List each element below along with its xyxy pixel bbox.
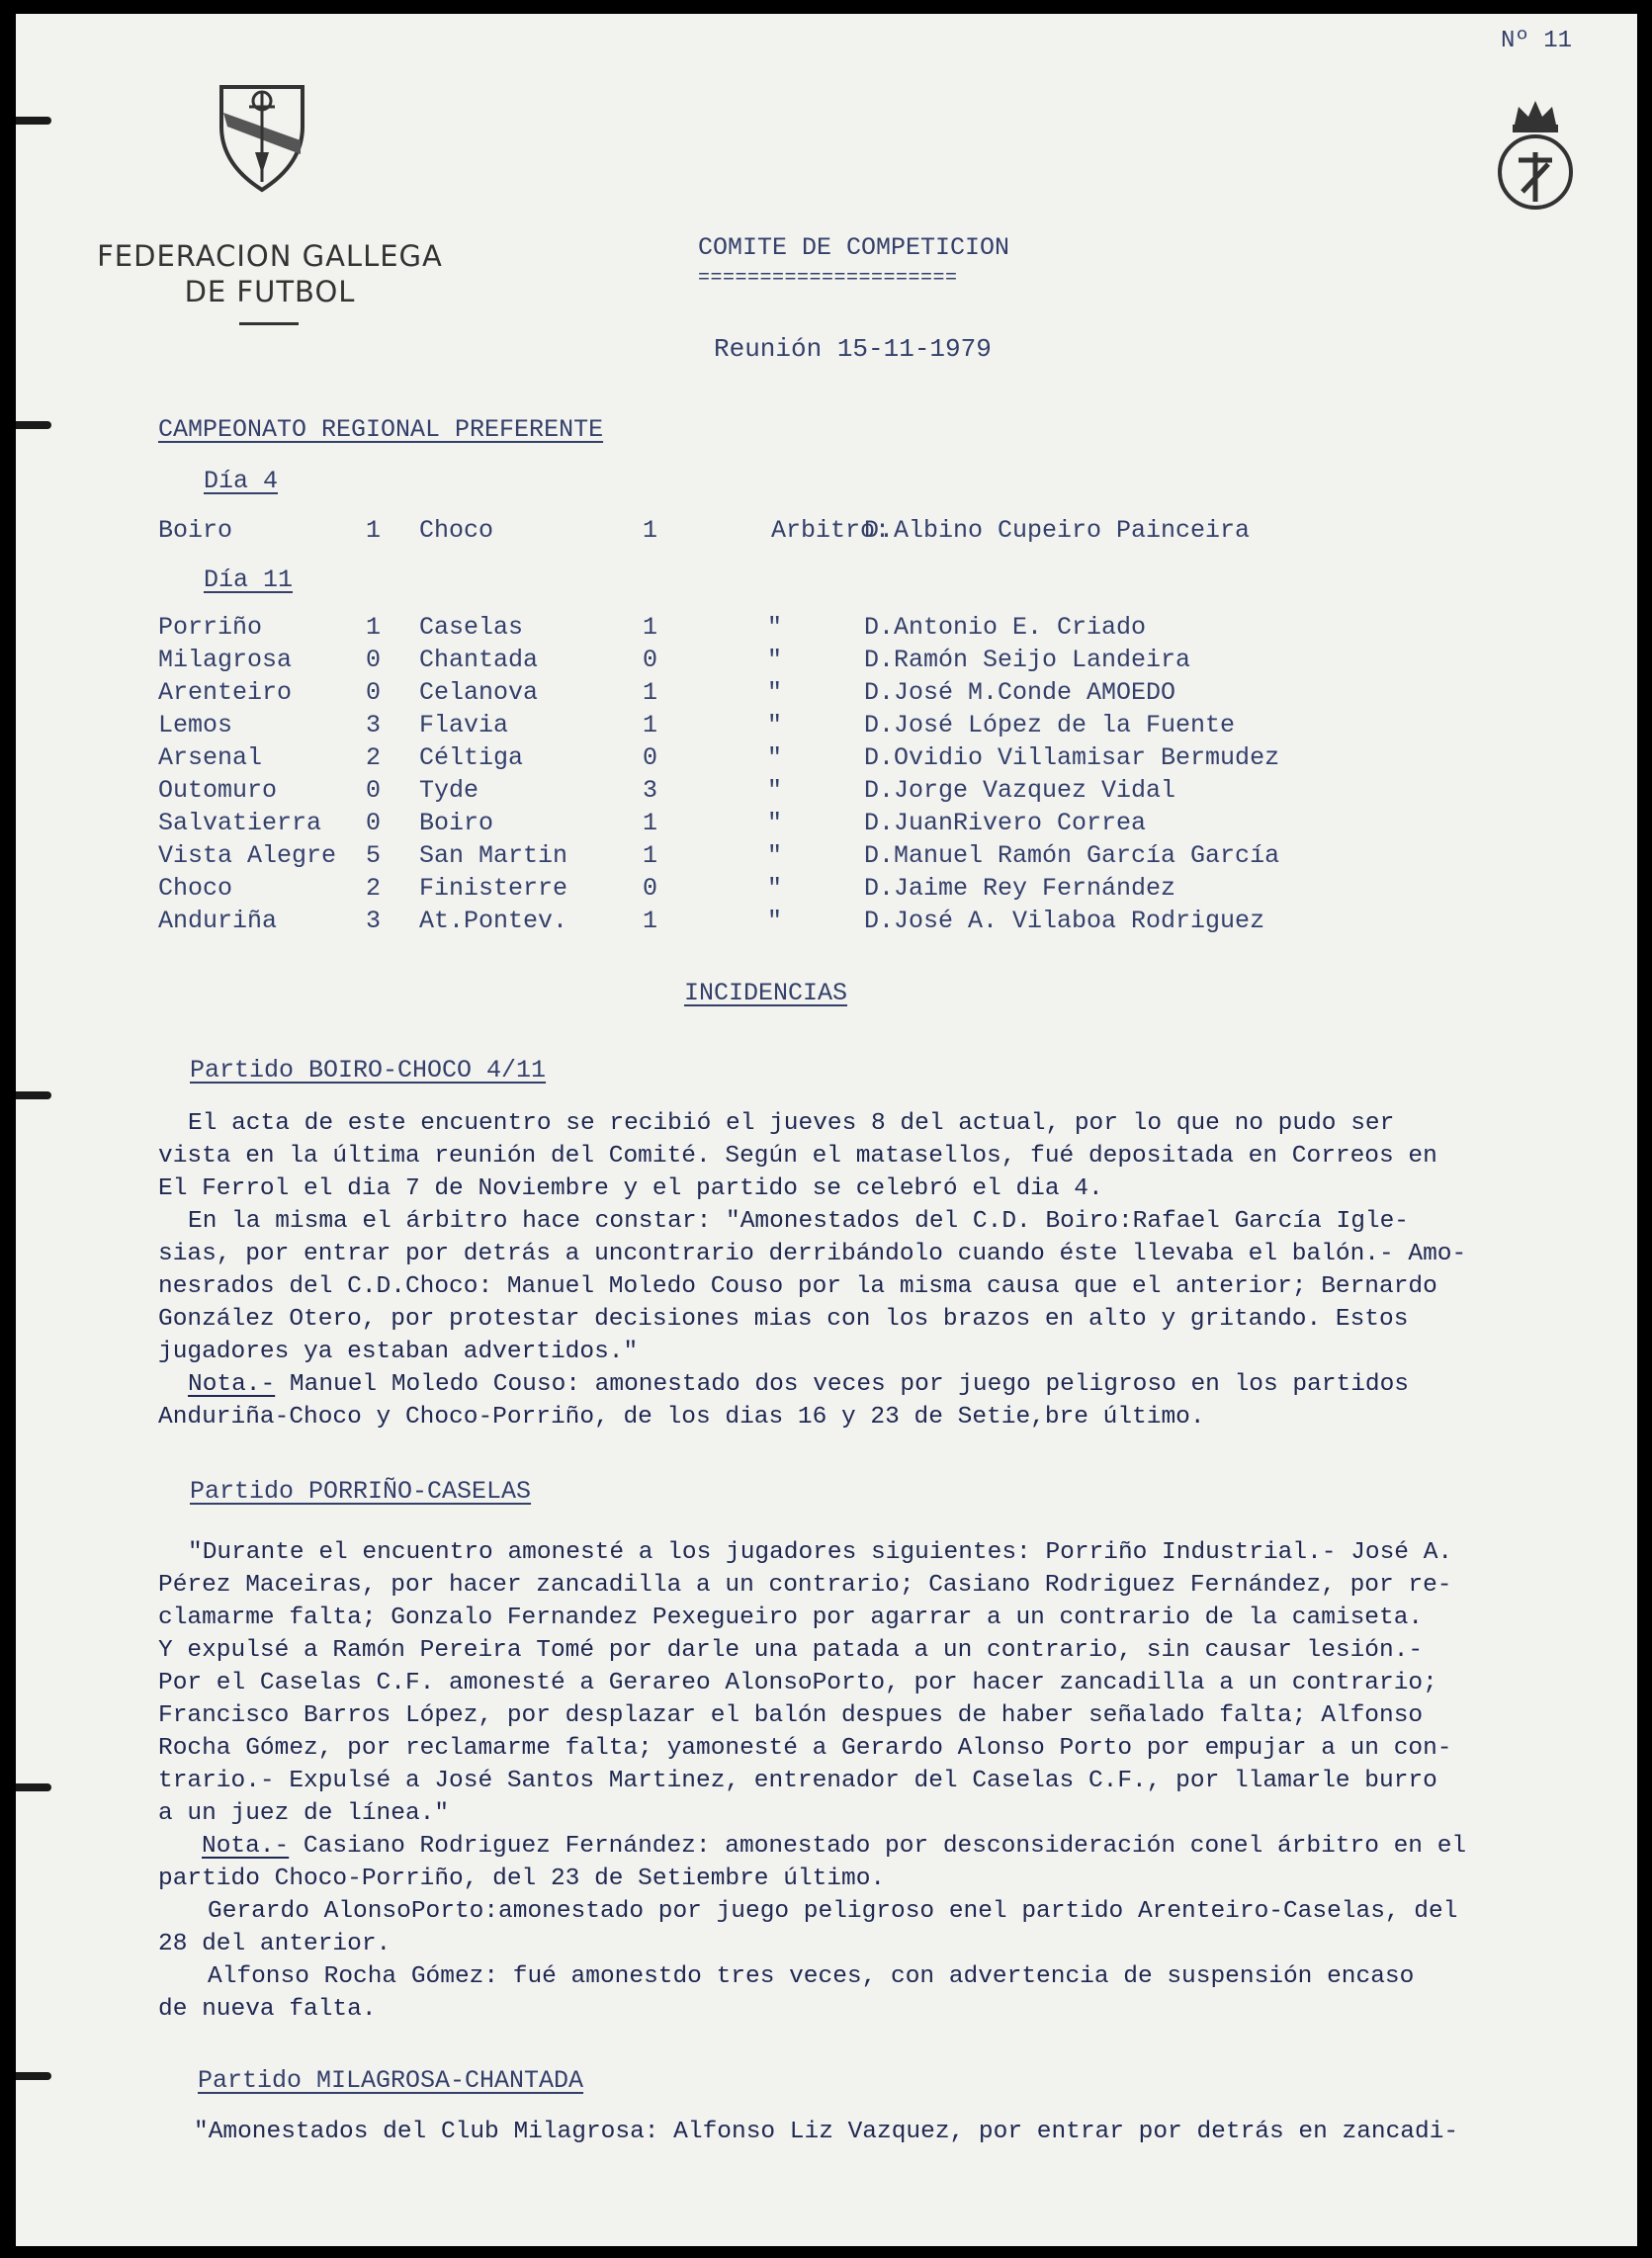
away-goals: 1 [643, 809, 658, 837]
championship-title: CAMPEONATO REGIONAL PREFERENTE [158, 415, 604, 444]
referee-name: D.Ovidio Villamisar Bermudez [864, 743, 1280, 772]
away-team: San Martin [419, 841, 568, 870]
away-team: Caselas [419, 613, 524, 642]
away-goals: 0 [643, 874, 658, 903]
text-line: Rocha Gómez, por reclamarme falta; yamonesté a Gerardo Alonso Porto por empujar a un con- [158, 1735, 1452, 1762]
text-line: Pérez Maceiras, por hacer zancadilla a un contrario; Casiano Rodriguez Fernández, por re- [158, 1572, 1452, 1599]
referee-name: D.José M.Conde AMOEDO [864, 678, 1176, 707]
referee-name: D.Antonio E. Criado [864, 613, 1147, 642]
home-team: Anduriña [158, 907, 278, 935]
incidencias-title: INCIDENCIAS [684, 979, 848, 1007]
text-line: Gerardo AlonsoPorto:amonestado por juego peligroso enel partido Arenteiro-Caselas, del [208, 1898, 1458, 1925]
home-goals: 3 [366, 907, 382, 935]
referee-name: D.José A. Vilaboa Rodriguez [864, 907, 1265, 935]
home-team: Boiro [158, 516, 233, 545]
note-text: Casiano Rodriguez Fernández: amonestado por desconsideración conel árbitro en el [289, 1833, 1467, 1860]
away-team: Chantada [419, 646, 539, 674]
paragraph-milagrosa-chantada [194, 2116, 1652, 2148]
home-team: Arsenal [158, 743, 263, 772]
home-goals: 0 [366, 776, 382, 805]
ditto-mark: " [767, 613, 783, 642]
text-line: En la misma el árbitro hace constar: "Amonestados del C.D. Boiro:Rafael García Igle- [188, 1208, 1410, 1235]
text-line: Francisco Barros López, por desplazar el balón despues de haber señalado falta; Alfonso [158, 1702, 1424, 1729]
document-page [16, 14, 1637, 2246]
away-team: Boiro [419, 809, 494, 837]
home-team: Milagrosa [158, 646, 293, 674]
note-line [188, 1368, 1651, 1401]
away-team: Finisterre [419, 874, 568, 903]
text-line: González Otero, por protestar decisiones mias con los brazos en alto y gritando. Estos [158, 1306, 1409, 1333]
day4-label: Día 4 [204, 467, 279, 495]
note-label: Nota.- [188, 1371, 276, 1398]
ditto-mark: " [767, 743, 783, 772]
away-goals: 0 [643, 646, 658, 674]
home-team: Porriño [158, 613, 263, 642]
note-line [202, 1830, 1651, 1863]
away-goals: 1 [643, 678, 658, 707]
federation-name-line2: DE FUTBOL [184, 275, 356, 308]
away-goals: 0 [643, 743, 658, 772]
away-team: Flavia [419, 711, 509, 739]
text-line: partido Choco-Porriño, del 23 de Setiembre último. [158, 1866, 886, 1892]
home-goals: 2 [366, 743, 382, 772]
home-goals: 0 [366, 809, 382, 837]
ditto-mark: " [767, 646, 783, 674]
text-line: trario.- Expulsé a José Santos Martinez, entrenador del Caselas C.F., por llamarle burro [158, 1768, 1437, 1794]
paragraph-boiro-choco [158, 1107, 1651, 1433]
crown-crest-icon [1493, 95, 1578, 214]
home-team: Outomuro [158, 776, 278, 805]
referee-label: Arbitro: [771, 516, 891, 545]
away-team: At.Pontev. [419, 907, 568, 935]
referee-name: D.José López de la Fuente [864, 711, 1236, 739]
result-row [158, 516, 1443, 548]
away-team: Celanova [419, 678, 539, 707]
ditto-mark: " [767, 809, 783, 837]
result-row [158, 907, 1443, 938]
ditto-mark: " [767, 874, 783, 903]
punch-hole [16, 1091, 51, 1099]
result-row [158, 841, 1443, 873]
ditto-mark: " [767, 678, 783, 707]
punch-hole [16, 421, 51, 429]
away-goals: 1 [643, 907, 658, 935]
text-line: Anduriña-Choco y Choco-Porriño, de los dias 16 y 23 de Setie,bre último. [158, 1404, 1205, 1431]
ditto-mark: " [767, 907, 783, 935]
text-line: nesrados del C.D.Choco: Manuel Moledo Couso por la misma causa que el anterior; Bernardo [158, 1273, 1437, 1300]
divider [239, 322, 299, 325]
referee-name: D.Manuel Ramón García García [864, 841, 1280, 870]
federation-shield-icon [217, 83, 306, 194]
away-goals: 1 [643, 613, 658, 642]
punch-hole [16, 117, 51, 125]
text-line: El acta de este encuentro se recibió el jueves 8 del actual, por lo que no pudo ser [188, 1110, 1395, 1137]
home-team: Choco [158, 874, 233, 903]
home-goals: 0 [366, 646, 382, 674]
result-row [158, 809, 1443, 840]
home-goals: 1 [366, 613, 382, 642]
note-text: Manuel Moledo Couso: amonestado dos veces por juego peligroso en los partidos [275, 1371, 1410, 1398]
home-goals: 2 [366, 874, 382, 903]
referee-name: D.Ramón Seijo Landeira [864, 646, 1191, 674]
federation-name-line1: FEDERACION GALLEGA [97, 239, 443, 273]
ditto-mark: " [767, 841, 783, 870]
referee-name: D.Jorge Vazquez Vidal [864, 776, 1176, 805]
referee-name: D.Albino Cupeiro Painceira [864, 516, 1251, 545]
home-goals: 1 [366, 516, 382, 545]
page-number: Nº 11 [1501, 28, 1573, 54]
away-goals: 3 [643, 776, 658, 805]
referee-name: D.JuanRivero Correa [864, 809, 1147, 837]
section-title-porrino-caselas: Partido PORRIÑO-CASELAS [190, 1477, 532, 1506]
away-goals: 1 [643, 516, 658, 545]
home-goals: 5 [366, 841, 382, 870]
meeting-date: Reunión 15-11-1979 [714, 334, 992, 364]
text-line: Alfonso Rocha Gómez: fué amonestdo tres veces, con advertencia de suspensión encaso [208, 1963, 1415, 1990]
text-line: de nueva falta. [158, 1996, 377, 2023]
text-line: vista en la última reunión del Comité. Según el matasellos, fué depositada en Correos en [158, 1143, 1437, 1170]
text-line: "Amonestados del Club Milagrosa: Alfonso Liz Vazquez, por entrar por detrás en zancadi- [194, 2119, 1459, 2145]
text-line: jugadores ya estaban advertidos." [158, 1339, 639, 1365]
text-line: Por el Caselas C.F. amonesté a Gerareo AlonsoPorto, por hacer zancadilla a un contrario; [158, 1670, 1437, 1696]
ditto-mark: " [767, 711, 783, 739]
away-goals: 1 [643, 841, 658, 870]
result-row [158, 613, 1443, 645]
text-line: sias, por entrar por detrás a uncontrario derribándolo cuando éste llevaba el balón.- Amo- [158, 1241, 1467, 1267]
text-line: clamarme falta; Gonzalo Fernandez Pexegueiro por agarrar a un contrario de la camiseta. [158, 1605, 1424, 1631]
committee-rule: ===================== [698, 267, 958, 290]
note-label: Nota.- [202, 1833, 290, 1860]
day11-label: Día 11 [204, 565, 294, 594]
text-line: 28 del anterior. [158, 1931, 391, 1957]
result-row [158, 743, 1443, 775]
result-row [158, 646, 1443, 677]
section-title-milagrosa-chantada: Partido MILAGROSA-CHANTADA [198, 2066, 584, 2095]
text-line: "Durante el encuentro amonesté a los jugadores siguientes: Porriño Industrial.- José A. [188, 1539, 1453, 1566]
result-row [158, 776, 1443, 808]
punch-hole [16, 2072, 51, 2080]
away-team: Céltiga [419, 743, 524, 772]
paragraph-porrino-caselas [158, 1536, 1651, 2026]
home-goals: 0 [366, 678, 382, 707]
result-row [158, 874, 1443, 906]
home-team: Arenteiro [158, 678, 293, 707]
section-title-boiro-choco: Partido BOIRO-CHOCO 4/11 [190, 1056, 547, 1085]
punch-hole [16, 1783, 51, 1791]
home-goals: 3 [366, 711, 382, 739]
home-team: Lemos [158, 711, 233, 739]
away-team: Tyde [419, 776, 479, 805]
home-team: Vista Alegre [158, 841, 337, 870]
ditto-mark: " [767, 776, 783, 805]
away-team: Choco [419, 516, 494, 545]
result-row [158, 711, 1443, 742]
text-line: a un juez de línea." [158, 1800, 450, 1827]
result-row [158, 678, 1443, 710]
home-team: Salvatierra [158, 809, 322, 837]
referee-name: D.Jaime Rey Fernández [864, 874, 1176, 903]
away-goals: 1 [643, 711, 658, 739]
text-line: Y expulsé a Ramón Pereira Tomé por darle una patada a un contrario, sin causar lesión.- [158, 1637, 1424, 1664]
text-line: El Ferrol el dia 7 de Noviembre y el partido se celebró el dia 4. [158, 1175, 1103, 1202]
committee-title: COMITE DE COMPETICION [698, 233, 1010, 262]
